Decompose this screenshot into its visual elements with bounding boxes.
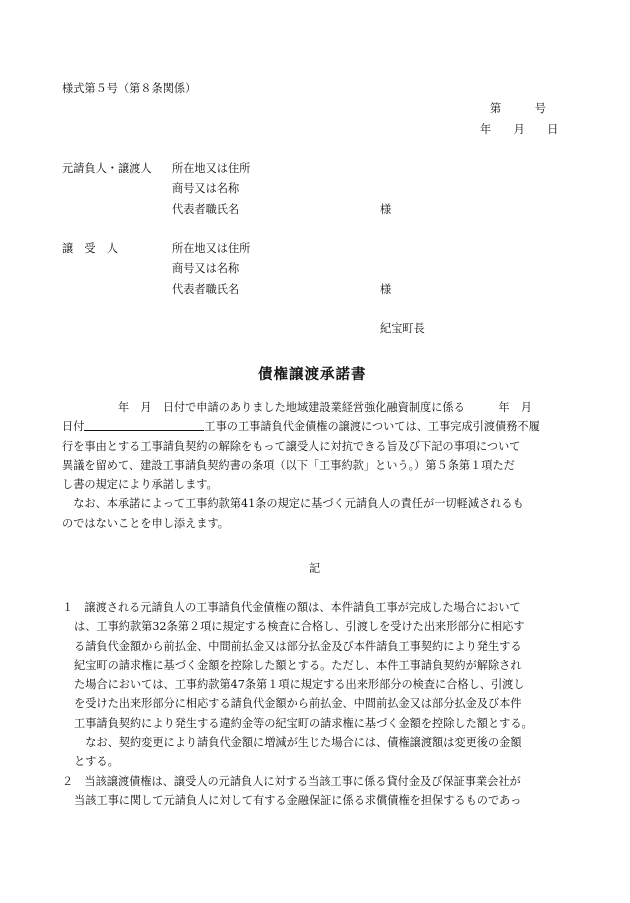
assignor-rep-label: 代表者職氏名 (172, 203, 240, 216)
issuer: 紀宝町長 (380, 322, 425, 335)
assignor-role: 元請負人・譲渡人 (62, 162, 152, 175)
transferee-address-label: 所在地又は住所 (172, 242, 251, 255)
body-line: のではないことを申し添えます。 (62, 516, 229, 530)
body-paragraph (62, 398, 572, 533)
transferee-role: 譲 受 人 (62, 242, 118, 255)
list-item-line: なお、契約変更により請負代金額に増減が生じた場合には、債権譲渡額は変更後の金額 (74, 736, 522, 750)
list-item-line: １ 譲渡される元請負人の工事請負代金債権の額は、本件請負工事が完成した場合において (62, 601, 521, 614)
body-line: 年 月 日付で申請のありました地域建設業経営強化融資制度に係る 年 月 (62, 401, 532, 414)
list-item-line: た場合においては、工事約款第47条第１項に規定する出来形部分の検査に合格し、引渡し (74, 678, 525, 692)
list-item-line: る請負代金額から前払金、中間前払金又は部分払金及び本件請負工事契約により発生する (74, 639, 522, 653)
form-label: 様式第５号（第８条関係） (62, 82, 197, 95)
project-name-blank (84, 419, 204, 431)
body-line: 異議を留めて、建設工事請負契約書の条項（以下「工事約款」という。）第５条第１項ただ (62, 458, 515, 472)
document-date: 年 月 日 (480, 123, 559, 136)
body-line (62, 417, 572, 436)
list-item-line: 紀宝町の請求権に基づく金額を控除した額とする。ただし、本件工事請負契約が解除され (74, 658, 522, 672)
transferee-honorific: 様 (380, 283, 392, 296)
list-item-line: 当該工事に関して元請負人に対して有する金融保証に係る求償債権を担保するものであっ (74, 793, 522, 807)
item-list (62, 598, 577, 810)
body-line-start: 日付 (62, 420, 85, 434)
document-number: 第 号 (490, 102, 546, 115)
transferee-name-label: 商号又は名称 (172, 262, 240, 275)
document-title: 債権譲渡承諾書 (258, 366, 367, 383)
body-line: し書の規定により承諾します。 (62, 478, 218, 492)
body-line-rest: 工事の工事請負代金債権の譲渡については、工事完成引渡債務不履 (204, 420, 540, 434)
ki-heading: 記 (309, 562, 321, 575)
assignor-honorific: 様 (380, 203, 392, 216)
body-line: なお、本承諾によって工事約款第41条の規定に基づく元請負人の責任が一切軽減されるも (62, 497, 524, 511)
transferee-rep-label: 代表者職氏名 (172, 283, 240, 296)
assignor-name-label: 商号又は名称 (172, 182, 240, 195)
list-item-line: 工事請負契約により発生する違約金等の紀宝町の請求権に基づく金額を控除した額とする。 (74, 716, 533, 730)
list-item-line: とする。 (74, 755, 119, 769)
body-line: 行を事由とする工事請負契約の解除をもって譲受人に対抗できる旨及び下記の事項について (62, 439, 521, 453)
assignor-address-label: 所在地又は住所 (172, 162, 251, 175)
list-item-line: は、工事約款第32条第２項に規定する検査に合格し、引渡しを受けた出来形部分に相応す (74, 620, 525, 634)
list-item-line: ２ 当該譲渡債権は、譲受人の元請負人に対する当該工事に係る貸付金及び保証事業会社が (62, 774, 521, 788)
list-item-line: を受けた出来形部分に相応する請負代金額から前払金、中間前払金又は部分払金及び本件 (74, 697, 522, 711)
